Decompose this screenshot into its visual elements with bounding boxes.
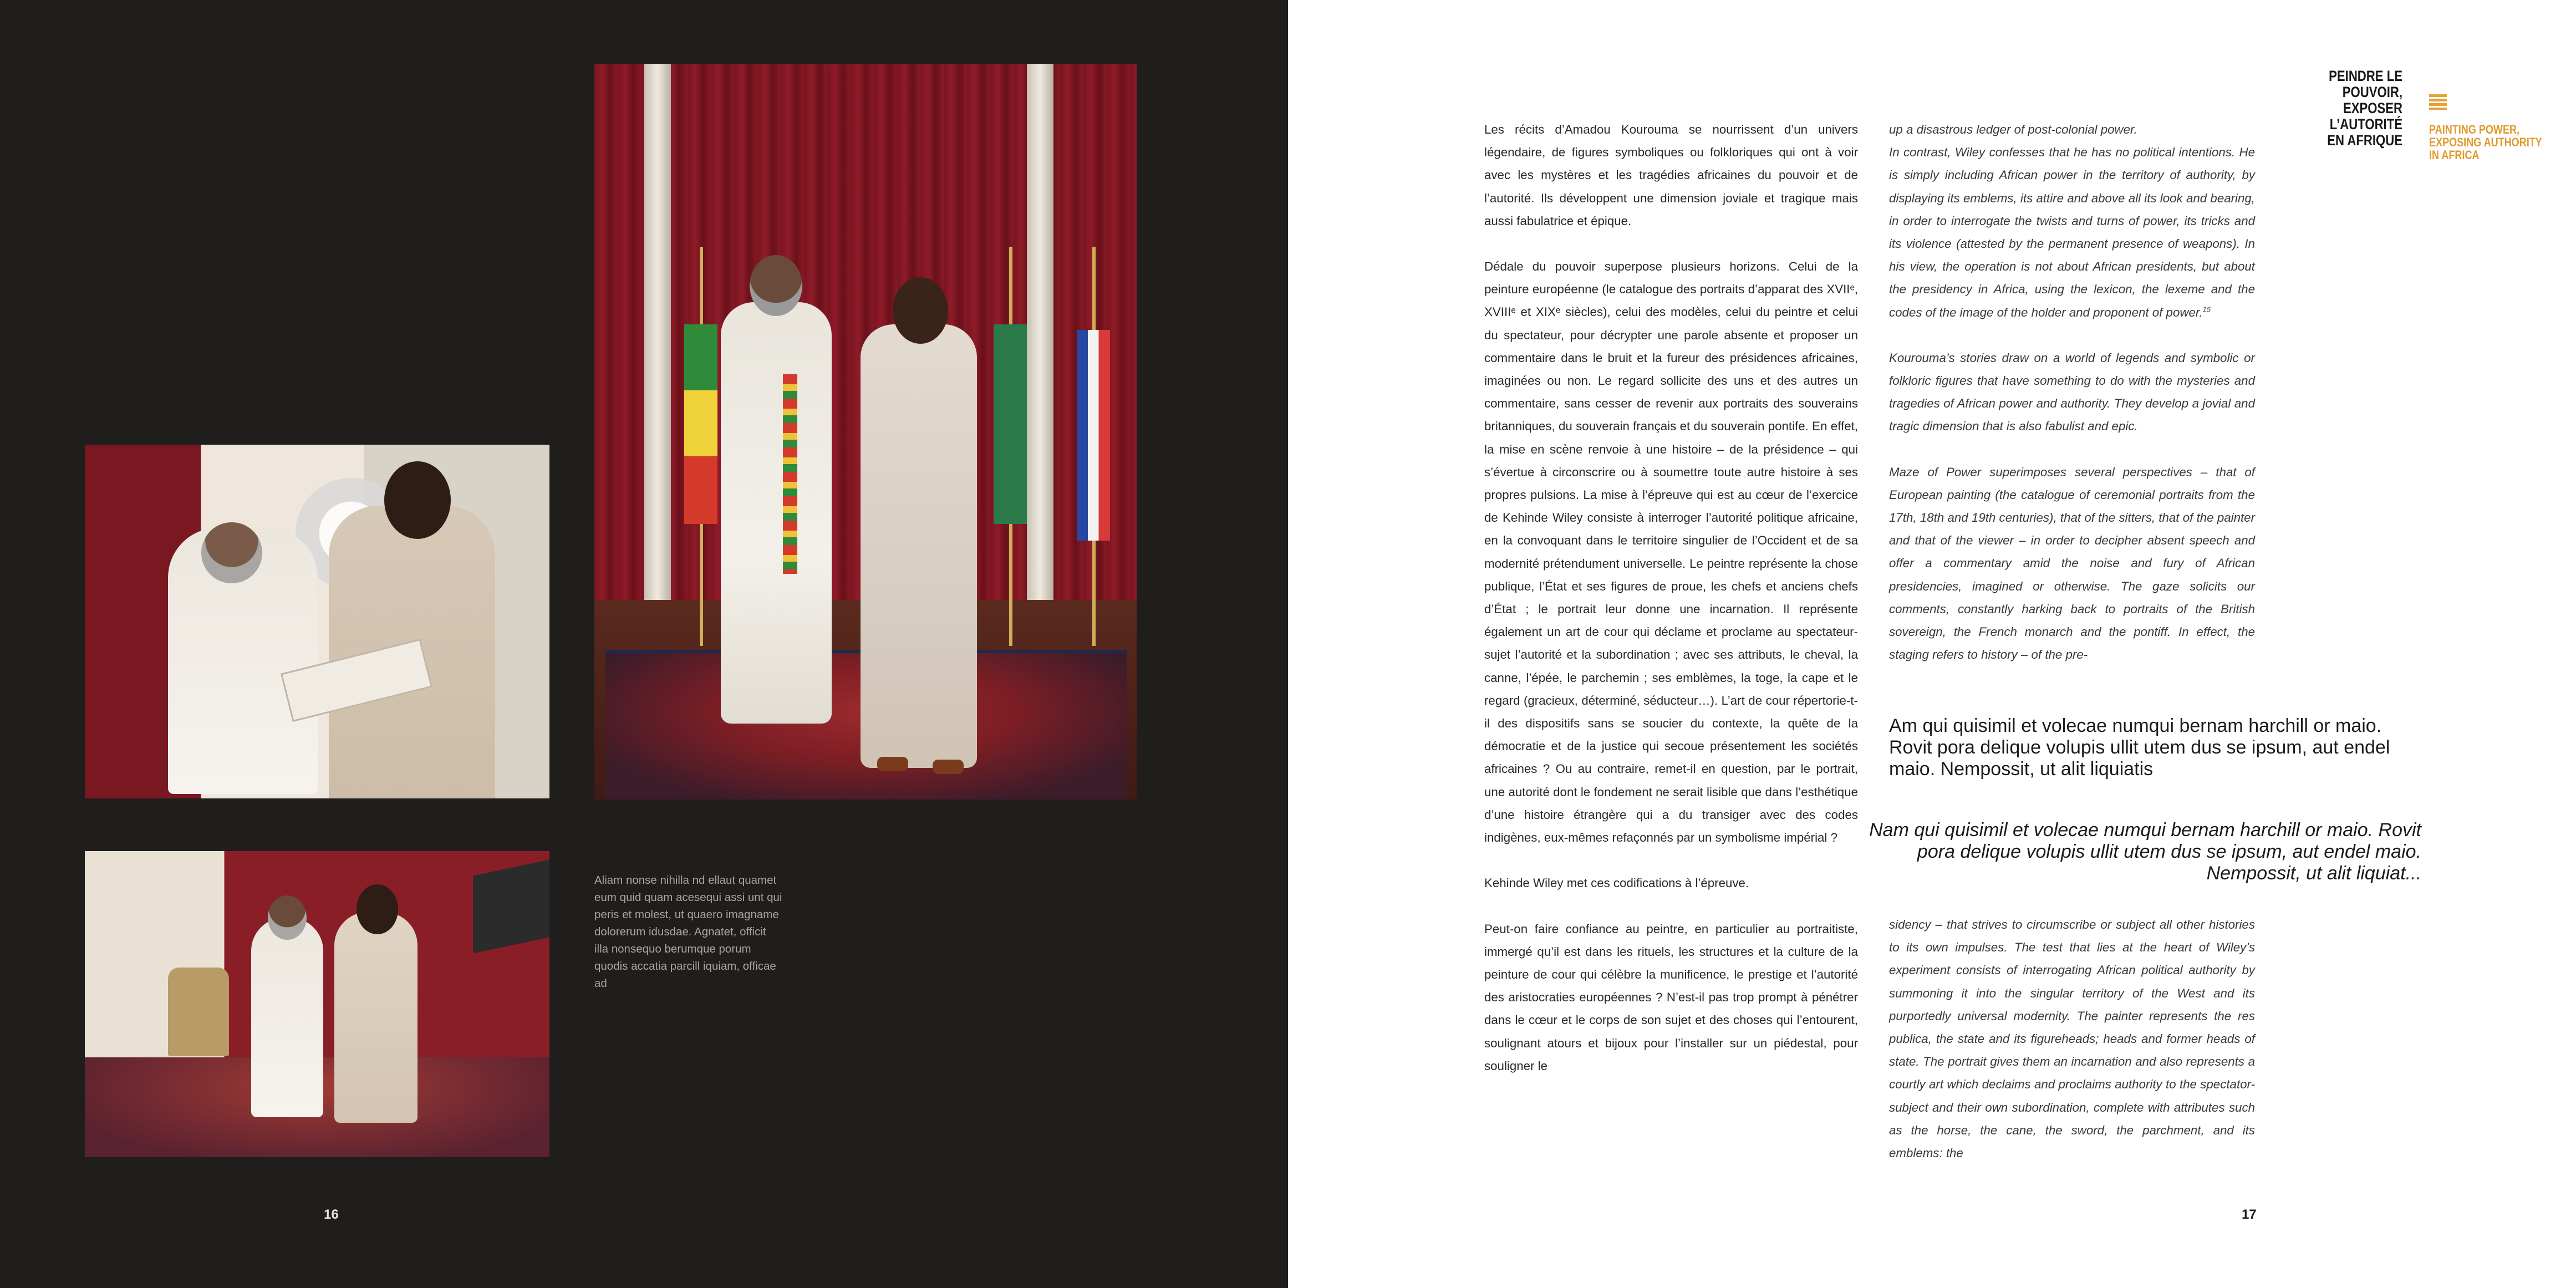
header-en-line: IN AFRICA [2429,148,2480,162]
pull-quote-2: Nam qui quisimil et volecae numqui bernam harchill or maio. Rovit pora delique volupis ullit utem dus se ipsum, aut endel maio. Nempossit, ut alit liquiat... [1869,819,2421,884]
man-figure [861,324,977,768]
pillar-left [644,64,671,607]
woman-figure [721,302,832,724]
studio-photo-bottom [85,851,549,1157]
pull-quote-1: Am qui quisimil et volecae numqui bernam harchill or maio. Rovit pora delique volupis ullit utem dus se ipsum, aut endel maio. Nempossit, ut alit liquiatis [1889,715,2390,780]
paragraph: Dédale du pouvoir superpose plusieurs horizons. Celui de la peinture européenne (le catalogue des portraits d’apparat des XVIIᵉ, XVIIIᵉ et XIXᵉ siècles), celui des modèles, celui du peintre et celui du spectateur, pour décrypter une parole absente et proposer un commentaire dans le bruit et la fureur des présidences africaines, imaginées ou non. Le regard sollicite des uns et des autres un commentaire, sans cesser de revenir aux portraits des souverains britanniques, du souverain français et du souverain pontife. En effet, la mise en scène renvoie à une histoire – de la présidence – qui s’évertue à circonscrire ou à soumettre toute autre histoire à ses propres pulsions. La mise à l’épreuve qui est au cœur de l’exercice de Kehinde Wiley consiste à interroger l’autorité politique africaine, en la convoquant dans le territoire singulier de l’Occident et de sa modernité prétendument universelle. Le peintre représente la chose publique, l’État et ses figures de proue, les chefs et anciens chefs d’État ; le portrait leur donne une incarnation. Il représente également un art de cour qui déclame et proclame au spectateur-sujet l’autorité et la subordination ; avec ses attributs, le cheval, la canne, l’épée, le parchemin ; ses emblèmes, la toge, la cape et le regard (gracieux, déterminé, séducteur…). L’art de cour répertorie-t-il des dispositifs sans se soucier du contexte, la quête de la démocratie et de la justice qui secoue présentement les sociétés africaines ? Ou au contraire, remet-il en question, par le portrait, une autorité dont le fondement ne serait lisible que dans l’esthétique d’une histoire étrangère qui a du transiger avec des codes indigènes, eux-mêmes refaçonnés par un symbolisme impérial ? [1484,259,1858,845]
pillar-right [1027,64,1053,607]
shawl-stripe [783,374,797,574]
header-fr-line: EN AFRIQUE [2327,132,2402,149]
header-en-line: PAINTING POWER, [2429,123,2520,136]
woman-head [750,255,802,316]
paragraph: Maze of Power superimposes several perspectives – that of European painting (the catalogue of ceremonial portraits from the 17th, 18th and 19th centuries), that of the sitters, that of the painter and that of the viewer – in order to decipher absent speech and offer a commentary amid the noise and fury of African presidencies, imagined or otherwise. The gaze solicits our comments, constantly harking back to portraits of the British sovereign, the French monarch and the pontiff. In effect, the staging refers to history – of the pre- [1889,465,2255,662]
french-flag [1077,330,1110,541]
header-fr-line: PEINDRE LE POUVOIR, [2329,68,2402,100]
woman-figure [251,918,323,1117]
paragraph [1889,141,2255,324]
softbox [473,859,549,953]
paragraph-text: In contrast, Wiley confesses that he has no political intentions. He is simply including African power in the territory of authority, by displaying its emblems, its attire and above all its look and bearing, in order to interrogate the twists and turns of power, its tricks and its violence (attested by the permanent presence of weapons). In his view, the operation is not about African presidents, but about the presidency in Africa, using the lexicon, the lexeme and the codes of the image of the holder and proponent of power. [1889,145,2255,319]
man-figure [334,912,418,1123]
page-number-left: 16 [324,1207,339,1222]
man-head [384,461,451,539]
paragraph: Kourouma’s stories draw on a world of legends and symbolic or folkloric figures that have something to do with the mysteries and tragedies of African power and authority. They develop a jovial and tragic dimension that is also fabulist and epic. [1889,350,2255,434]
paragraph: sidency – that strives to circumscribe or subject all other histories to its own impulses. The test that lies at the heart of Wiley’s experiment consists of interrogating African political authority by summoning it into the singular territory of the West and its purportedly universal modernity. The painter represents the res publica, the state and its figureheads; heads and former heads of state. The portrait gives them an incarnation and also represents a courtly art which declaims and proclaims authority to the spectator-subject and their own subordination, complete with attributes such as the horse, the cane, the sword, the parchment, and its emblems: the [1889,918,2255,1160]
african-union-flag [994,324,1027,524]
running-header-fr [2275,68,2402,149]
woman-head [201,522,262,583]
shoe [933,760,964,774]
body-column-french [1484,118,1858,1077]
ethiopian-flag [684,324,717,524]
footnote-ref: 15 [2202,305,2211,314]
header-marker-icon [2429,94,2447,110]
woman-head [268,895,307,940]
portrait-photo-main [594,64,1137,800]
man-head [357,884,398,934]
photo-caption: Aliam nonse nihilla nd ellaut quamet eum quid quam acesequi assi unt qui peris et molest, ut quaero imagname dolorerum idusdae. Agnatet, officit illa nonsequo berumque porum quodis accatia parcill iquiam, officae ad [594,874,782,990]
studio-photo-top [85,445,549,798]
paragraph: Les récits d’Amadou Kourouma se nourrissent d’un univers légendaire, de figures symboliques ou folkloriques qui ont à voir avec les mystères et les tragédies africaines du pouvoir et de l’autorité. Ils développent une dimension joviale et tragique mais aussi fabulatrice et épique. [1484,123,1858,228]
page-number-right: 17 [2242,1207,2257,1222]
body-column-english-top [1889,118,2255,689]
running-header-en [2429,123,2547,161]
paragraph: Kehinde Wiley met ces codifications à l’épreuve. [1484,876,1749,890]
right-page [1288,0,2576,1288]
man-head [893,277,948,344]
shoe [877,757,908,771]
body-column-english-bottom [1889,913,2255,1187]
header-en-line: EXPOSING AUTHORITY [2429,135,2542,149]
chair [168,968,229,1056]
header-fr-line: EXPOSER L’AUTORITÉ [2329,100,2402,133]
paragraph: up a disastrous ledger of post-colonial power. [1889,123,2137,136]
paragraph: Peut-on faire confiance au peintre, en particulier au portraitiste, immergé qu’il est dans les rituels, les structures et la culture de la peinture de cour qui célèbre la munificence, le prestige et l’autorité des aristocraties européennes ? N’est-il pas trop prompt à pénétrer dans le cœur et le corps de son sujet et des choses qui l’entourent, soulignant atours et bijoux pour l’installer sur un piédestal, pour souligner le [1484,922,1858,1073]
